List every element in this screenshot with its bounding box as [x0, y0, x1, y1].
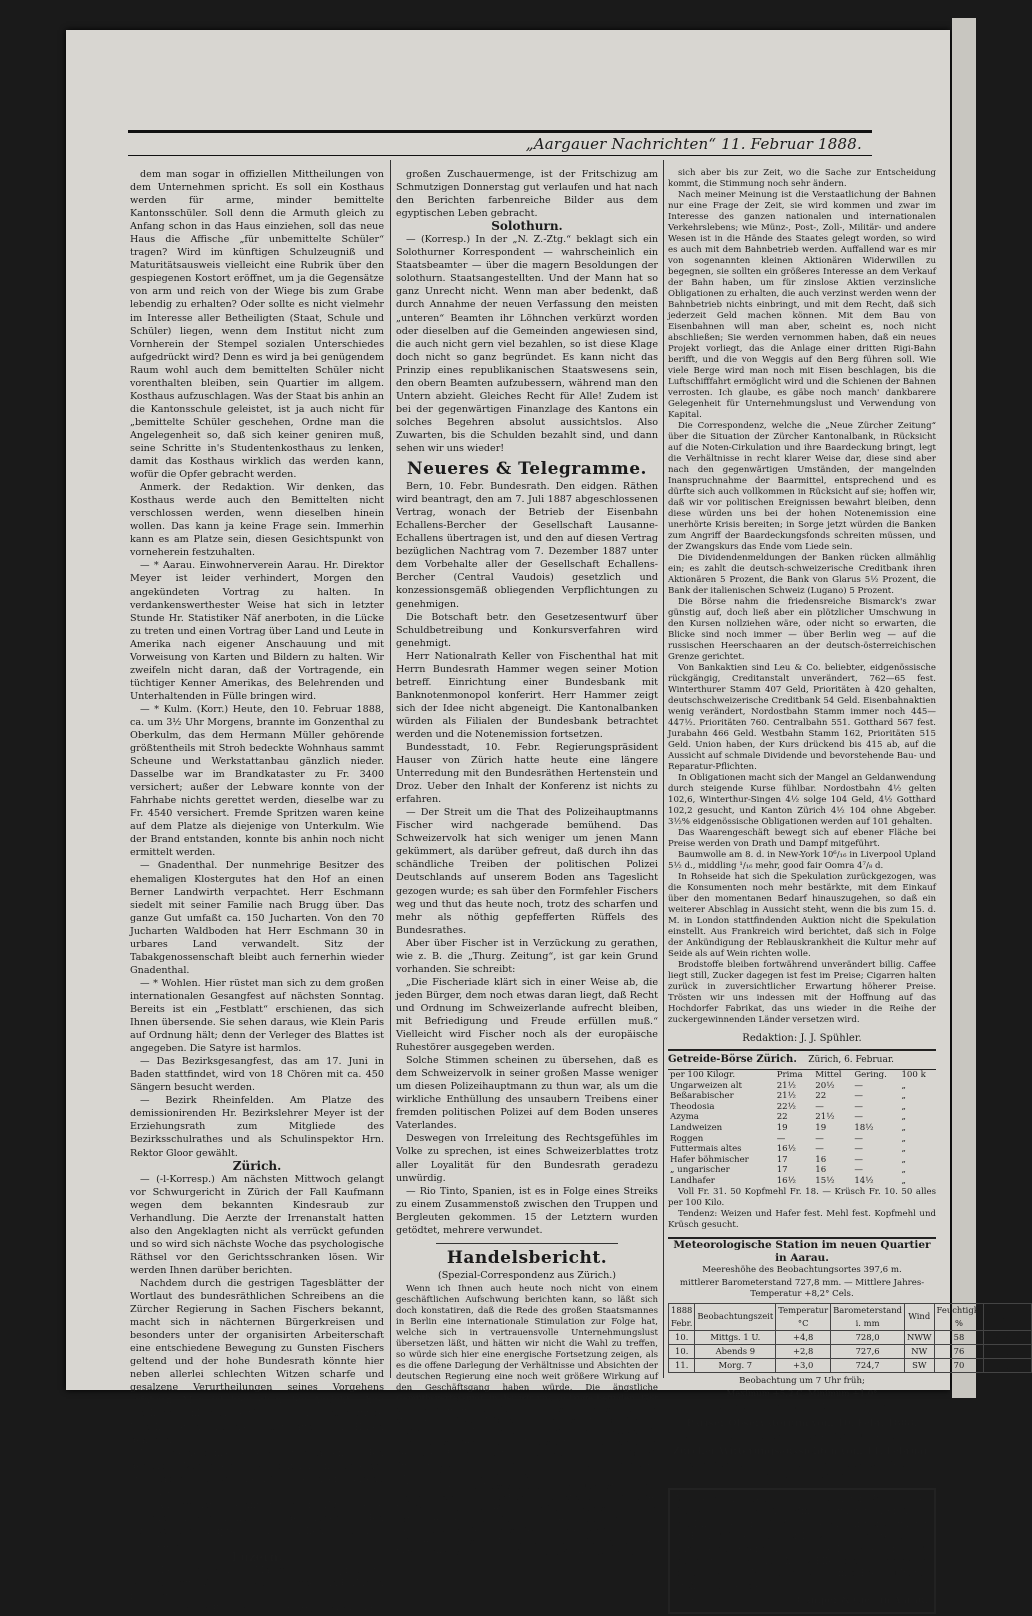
table-header-cell: Wind	[904, 1303, 934, 1330]
table-cell: 21½	[776, 1091, 796, 1102]
table-cell: 16	[815, 1165, 827, 1176]
table-cell: „	[901, 1091, 906, 1102]
table-cell: NW	[904, 1344, 934, 1358]
table-cell: 17	[776, 1165, 788, 1176]
section-heading: Luzern.	[231, 1549, 283, 1564]
paragraph: Die Botschaft betr. den Gesetzesentwurf über Schuldbetreibung und Konkursverfahren wird genehmigt.	[396, 611, 658, 649]
meteo-footnote: Beobachtung um 7 Uhr früh;	[739, 1375, 865, 1386]
paragraph: — Auf nächsten Sonntag wird in Zürich eine Bezirks-Volksversammlung gegenüber den Bundesrathsreskripten in Sachen Fischers abgehalten.	[130, 1499, 384, 1550]
paragraph: — (Korresp.) In der „N. Z.-Ztg.“ beklagt sich ein Solothurner Korrespondent — wahrscheinlich ein Staatsbeamter — über die magern Besoldungen der solothurn. Staatsangestellten. Und der Mann hat so ganz Unrecht nicht. Wenn man aber bedenkt, daß durch Annahme der neuen Verfassung den meisten „unteren“ Beamten ihr Löhnchen verkürzt worden oder dieselben auf die Gemeinden angewiesen sind, die auch nicht gern viel bezahlen, so ist diese Klage doch nicht so ganz begründet. Es kann nicht das Prinzip eines republikanischen Staatswesens sein, den obern Beamten aufzubessern, während man den Untern abzieht. Gleiches Recht für Alle! Zudem ist bei der gegenwärtigen Finanzlage des Kantons ein solches Begehren absolut aussichtslos. Also Zuwarten, bis die Schulden bezahlt sind, und dann sehen wir uns wieder!	[396, 234, 658, 454]
table-cell: „	[901, 1112, 906, 1123]
table-cell: 14½	[854, 1176, 874, 1187]
table-cell: Abends 9	[695, 1344, 776, 1358]
divider	[436, 1243, 618, 1244]
table-cell: 724,7	[831, 1358, 905, 1372]
page-edge	[952, 18, 976, 1398]
table-cell: —	[815, 1133, 824, 1144]
table-cell: „	[984, 1344, 1032, 1358]
paragraph: — Rio Tinto, Spanien, ist es in Folge eines Streiks zu einem Zusammenstoß zwischen den Truppen und Bergleuten gekommen. 15 der Letztern wurden getödtet, mehrere verwundet.	[396, 1185, 658, 1236]
paragraph: dem man sogar in offiziellen Mittheilungen von dem Unternehmen spricht. Es soll ein Kosthaus werden für arme, minder bemittelte Kantonsschüler. Soll denn die Armuth gleich zu Anfang schon in das Haus einziehen, soll das neue Haus die Affische „für unbemittelte Schüler“ tragen? Wird im künftigen Schulzeugniß und Maturitätsausweis vielleicht eine Rubrik über den gespiegenen Kostort eröffnet, um ja die Gegensätze von arm und reich von der Wiege bis zum Grabe lebendig zu erhalten? Oder sollte es nicht vielmehr im Interesse aller Betheiligten (Staat, Schule und Schüler) liegen, wenn dem Institut nicht zum Vornherein der Stempel sozialen Unterschiedes aufgedrückt wird? Denn es wird ja bei genügendem Raum wohl auch dem bemittelten Schüler nicht vorenthalten bleiben, sein Quartier im allgem. Kosthaus aufzuschlagen. Was der Staat bis anhin an die Kantonsschule geleistet, ist ja auch nicht für „bemittelte Schüler geschehen, Ordne man die Angelegenheit so, daß sich keiner geniren muß, seine Schritte in's Studentenkosthaus zu lenken, damit das Kosthaus wirklich das werden kann, wofür die Opfer gebracht werden.	[130, 169, 384, 481]
meteo-subtitle: mittlerer Barometerstand 727,8 mm. — Mittlere Jahres-Temperatur +8,2° Cels.	[679, 1277, 925, 1299]
table-header-row	[668, 1070, 936, 1081]
paragraph: — Der Streit um die That des Polizeihauptmanns Fischer wird nachgerade bemühend. Das Schweizervolk hat sich weniger um jenen Mann gekümmert, als darüber gefreut, daß durch ihn das schändliche Treiben der politischen Polizei Deutschlands auf unserem Boden ans Tageslicht gezogen wurde; es sah über den Formfehler Fischers weg und thut das heute noch, trotz des scharfen und mehr als nöthig gepfefferten Rüffels des Bundesrathes.	[396, 807, 658, 936]
paragraph: Die Börse nahm die friedensreiche Bismarck's zwar günstig auf, doch ließ aber ein plötzlicher Umschwung in den Kursen nollziehen wäre, oder nicht so erwarten, die Blicke sind noch immer — über Berlin weg — auf die russischen Heerschaaren an der deutsch-österreichischen Grenze gerichtet.	[668, 597, 936, 662]
section-subtitle: (Spezial-Correspondenz aus Zürich.)	[437, 1269, 617, 1281]
table-cell: —	[854, 1144, 863, 1155]
table-header-cell: Beobachtungszeit	[695, 1303, 776, 1330]
header-title: „Aargauer Nachrichten“ 11. Februar 1888.	[525, 135, 862, 153]
paragraph: — Das Bezirksgesangfest, das am 17. Juni in Baden stattfindet, wird von 18 Chören mit ca. 450 Sängern besucht werden.	[130, 1056, 384, 1094]
table-cell: 19	[776, 1123, 788, 1134]
table-cell: 17	[776, 1154, 788, 1165]
paragraph: „Die Fischeriade klärt sich in einer Weise ab, die jeden Bürger, dem noch etwas daran liegt, daß Recht und Ordnung im Schweizerlande aufrecht bleiben, mit Befriedigung und Freude erfüllen muß.“ Vielleicht wird Fischer noch als der europäische Ruhestörer ausgegeben werden.	[396, 976, 658, 1054]
grain-price-table	[668, 1070, 936, 1187]
table-cell: Landweizen	[670, 1123, 723, 1134]
ad-firm: Gamper & Cie., in Aarau.	[796, 1595, 928, 1607]
paris-observatory: Pariser Observatorium vom 10. Febr. 1888.	[686, 1417, 918, 1429]
table-cell: +2,8	[776, 1344, 831, 1358]
table-cell: 16½	[776, 1176, 796, 1187]
table-row	[668, 1165, 936, 1176]
paragraph: Deswegen von Irreleitung des Rechtsgefühles im Volke zu sprechen, ist eines Schweizerblattes trotz aller Loyalität für den Bundesrath geradezu unwürdig.	[396, 1133, 658, 1184]
table-cell: —	[815, 1101, 824, 1112]
paragraph: großen Zuschauermenge, ist der Fritschizug am Schmutzigen Donnerstag gut verlaufen und hat nach den Berichten farbenreiche Bilder aus dem egyptischen Leben gebracht.	[396, 169, 658, 220]
table-cell: Mittgs. 1 U.	[695, 1330, 776, 1344]
table-cell: 10.	[669, 1344, 695, 1358]
grain-note: Voll Fr. 31. 50 Kopfmehl Fr. 18. — Krüsch Fr. 10. 50 alles per 100 Kilo.	[668, 1186, 936, 1208]
paragraph: — Bei unfreundlichem Schneewetter, aber einer	[140, 1604, 375, 1616]
table-row	[668, 1091, 936, 1102]
paragraph: Nach meiner Meinung ist die Verstaatlichung der Bahnen nur eine Frage der Zeit, sie wird kommen und zwar im Interesse des ganzen nationalen und internationalen Verkehrslebens; wie Münz-, Post-, Zoll-, Militär- und andere Wesen ist in die Hände des Staates gelegt worden, so wird es auch mit dem Bahnbetrieb werden. Auffallend war es mir von sogenannten kleinen Aktionären Widerwillen zu begegnen, sie sollten ein größeres Interesse an dem Verkauf der Bahn haben, um für zinslose Aktien verzinsliche Obligationen zu erhalten, die auch verzinst werden wenn der Bahnbetrieb nichts einbringt, und mit dem Recht, daß sich jederzeit Geld machen können. Mit dem Bau von Eisenbahnen will man aber, scheint es, noch nicht abschließen; Sie werden vernommen haben, daß ein neues Projekt vorliegt, das die Anlage einer dritten Rigi-Bahn berifft, und die von Weggis auf den Berg führen soll. Wie viele Berge wird man noch mit Eisen beschlagen, bis die Luftschifffahrt ermöglicht wird und die Schienen der Bahnen verrosten. Ich glaube, es gäbe noch manch' dankbarere Gelegenheit für Unternehmungslust und Verwendung von Kapital.	[668, 190, 936, 420]
ad-text: Wir versenden gegen Baar, oder unter Nachnahme: Schwarze Merinos: 1. ordinäre Qualität zu Fr. 1. 16 die Elle, oder Fr. 165 der Meter; 2. mittlere Qualität zu Fr. 1. 50 die Elle, oder Fr. 2. 50 der Meter und 3. extra feine Qualität zu Fr. 2 die Elle oder Fr. 3. 35 der Meter, in vorzüglicher, 2 Ellen breiter und schön blauschwarzer Waare, portofrei in's Haus. Muster stehen zu Diensten:	[676, 1494, 928, 1592]
table-cell: „	[901, 1154, 906, 1165]
table-cell: —	[776, 1133, 786, 1144]
advertisement	[668, 1488, 936, 1614]
paragraph: — (-l-Korresp.) Am nächsten Mittwoch gelangt vor Schwurgericht in Zürich der Fall Kaufmann wegen dem bekannten Kindesraub zur Verhandlung. Die Aerzte der Irrenanstalt hatten also den Angeklagten nicht als verrückt gefunden und so wird sich nächste Woche das psychologische Räthsel vor den Gerichtsschranken lösen. Wir werden Ihnen darüber berichten.	[130, 1173, 384, 1276]
ad-number: 609]	[676, 1595, 698, 1607]
table-row	[669, 1344, 1032, 1358]
paragraph: — Hier wird vom 1. Mai an der Gaspreis für Motoren auf 20 Cts. wie in Basel und Zürich reduzirt.	[130, 1565, 384, 1603]
table-row	[669, 1358, 1032, 1372]
table-cell: 22	[776, 1112, 788, 1123]
table-cell: Morg. 7	[695, 1358, 776, 1372]
page-header	[128, 130, 872, 156]
paragraph: Gegenwärtig ist im Volke noch wenig Geneigtheit, den Betrieb der Bahnen an den Staat zu bringen, es dürfte	[396, 1536, 658, 1558]
table-header-cell: Gering.	[854, 1070, 887, 1081]
table-cell: 10.	[669, 1330, 695, 1344]
table-header-cell: 1888 Febr.	[669, 1303, 695, 1330]
paragraph: In Obligationen macht sich der Mangel an Geldanwendung durch steigende Kurse fühlbar. Nordostbahn 4½ gelten 102,6, Winterthur-Singen 4½ solge 104 Geld, 4½ Gotthard 102,2 gesucht, und Kanton Zürich 4½ 104 ohne Abgeber. 3½% eidgenössische Obligationen werden auf 101 gehalten.	[668, 773, 936, 827]
table-cell: Roggen	[670, 1133, 704, 1144]
table-cell: NWW	[904, 1330, 934, 1344]
table-cell: 15½	[815, 1176, 835, 1187]
paragraph: Herr Nationalrath Keller von Fischenthal hat mit Herrn Bundesrath Hammer wegen seiner Motion betreff. Einrichtung einer Bundesbank mit Banknotenmonopol konferirt. Herr Hammer zeigt sich der Idee nicht abgeneigt. Die Kantonalbanken würden als Filialen der Bundesbank betrachtet werden und die Notenemission fortsetzen.	[396, 650, 658, 740]
paragraph: Von Bankaktien sind Leu & Co. beliebter, eidgenössische rückgängig, Creditanstalt unverändert, 762—65 fest. Winterthurer Stamm 407 Geld, Prioritäten à 420 gehalten, deutschschweizerische Creditbank 54 Geld. Eisenbahnaktien wenig verändert, Nordostbahn Stamm immer noch 445—447½. Prioritäten 760. Centralbahn 551. Gotthard 567 fest. Jurabahn 466 Geld. Westbahn Stamm 162, Prioritäten 515 Geld. Union haben, der Kurs drückend bis 415 ab, auf die Aussicht auf schmale Dividende und bevorstehende Bau- und Reparatur-Pflichten.	[668, 663, 936, 772]
meteo-title: Meteorologische Station im neuen Quartier in Aarau.	[673, 1238, 931, 1264]
table-cell: Theodosia	[670, 1101, 715, 1112]
table-cell: „ ungarischer	[670, 1165, 730, 1176]
table-row	[668, 1102, 936, 1113]
paragraph: Wieder eine ganze Reihe von Diebstählen werden gemeldet. Neben armen Mägdezimmern wurde am Dienstag bei heiter hellem Tage auch ein Büreau ausgeleert.	[130, 1447, 384, 1498]
table-cell: 16½	[776, 1144, 796, 1155]
paragraph: Die Correspondenz, welche die „Neue Zürcher Zeitung“ über die Situation der Zürcher Kantonalbank, in Rücksicht auf die Noten-Cirkulation und ihre Baardeckung bringt, legt die Verhältnisse in recht klarer Weise dar, diese sind aber nach den gegenwärtigen Umständen, der mangelnden Inanspruchnahme der Baarmittel, entsprechend und es dürfte sich auch vollkommen in Rücksicht auf sie; hoffen wir, daß wir vor politischen Ereignissen bewahrt bleiben, denn diese würden uns bei der hohen Notenemission eine unerhörte Krisis bereiten; in Sorge jetzt würden die Banken zum Angriff der Baardeckungsfonds schreiten müssen, und der Zwangskurs das Ende vom Liede sein.	[668, 421, 936, 552]
table-cell: bewölkt	[984, 1330, 1032, 1344]
table-header-cell: per 100 Kilogr.	[670, 1070, 736, 1081]
paragraph: Die Dividendenmeldungen der Banken rücken allmählig ein; es zahlt die deutsch-schweizerische Creditbank ihren Aktionären 5 Prozent, die Bank von Glarus 5½ Prozent, die Bank der italienischen Schweiz (Lugano) 5 Prozent.	[668, 553, 936, 596]
table-cell: 58	[934, 1330, 984, 1344]
table-cell: Ungarweizen alt	[670, 1080, 742, 1091]
paragraph: — Gnadenthal. Der nunmehrige Besitzer des ehemaligen Klostergutes hat den Hof an einen Berner Landwirth verpachtet. Herr Eschmann siedelt mit seiner Familie nach Brugg über. Das ganze Gut umfaßt ca. 150 Jucharten. Von den 70 Jucharten Waldboden hat Herr Eschmann 30 in urbares Land verwandelt. Sitz der Tabakgenossenschaft bleibt auch fernerhin wieder Gnadenthal.	[130, 860, 384, 976]
table-header-cell: Witterung	[984, 1303, 1032, 1330]
table-cell: —	[854, 1101, 863, 1112]
section-heading: Solothurn.	[491, 219, 563, 234]
table-cell: Beßarabischer	[670, 1091, 734, 1102]
table-cell: 20½	[815, 1080, 835, 1091]
paris-forecast: Veränderliches Wetter ohne erhebliche Niederschläge.	[682, 1432, 922, 1442]
grain-tendency: Tendenz: Weizen und Hafer fest. Mehl fest. Kopfmehl und Krüsch gesucht.	[668, 1208, 936, 1230]
table-cell: 16	[815, 1154, 827, 1165]
paragraph: In Rohseide hat sich die Spekulation zurückgezogen, was die Konsumenten noch mehr bestärkte, mit dem Einkauf über den momentanen Bedarf hinauszugehen, so daß ein weiterer Abschlag in Aussicht steht, wenn die bis zum 15. d. M. in London stattfindenden Auktion nicht die Spekulation einstellt. Aus Frankreich wird berichtet, daß sich in Folge der Ankündigung der Reblauskrankheit die Kultur mehr auf Seide als auf Wein richten wolle.	[668, 872, 936, 959]
zurich-forecast: Wahrscheinlich veränderlicher Wind, bewölkt, ziemlich normale Temperatur.	[681, 1460, 923, 1482]
section-title-telegrams: Neueres & Telegramme.	[407, 459, 647, 480]
table-cell: —	[854, 1091, 863, 1102]
paragraph: Baumwolle am 8. d. in New-York 10⁶/₁₆ in Liverpool Upland 5½ d., middling ¹/₁₆ mehr, good fair Oomra 4⁷/₈ d.	[668, 850, 936, 871]
table-cell: 22½	[776, 1101, 796, 1112]
table-cell: 19	[815, 1123, 827, 1134]
paragraph: — Bezirk Rheinfelden. Am Platze des demissionirenden Hr. Bezirkslehrer Meyer ist der Erziehungsrath zum Mitgliede des Bezirksschulrathes und als Schulinspektor Hrn. Rektor Gloor gewählt.	[130, 1095, 384, 1159]
table-cell: 21½	[776, 1080, 796, 1091]
table-row	[668, 1134, 936, 1145]
meteo-footnote: Maximum +5,2 C. Minimum +1,0°	[726, 1388, 878, 1399]
table-row	[669, 1330, 1032, 1344]
paragraph: sich aber bis zur Zeit, wo die Sache zur Entscheidung kommt, die Stimmung noch sehr ändern.	[668, 168, 936, 189]
table-cell: +4,8	[776, 1330, 831, 1344]
paragraph: Das Waarengeschäft bewegt sich auf ebener Fläche bei Preise werden von Drath und Dampf mitgeführt.	[668, 828, 936, 849]
paragraph: Nachdem durch die gestrigen Tagesblätter der Wortlaut des bundesräthlichen Schreibens an die Zürcher Regierung in Sachen Fischers bekannt, macht sich in nächternen Bürgerkreisen und besonders unter der organisirten Arbeiterschaft eine entschiedene Bewegung zu Gunsten Fischers geltend und der hohe Bundesrath könnte hier neben allerlei schlechten Witzen scharfe und gesalzene Verurtheilungen seines Vorgehens erfahren. Man ist hier eben der Ansicht, ohne Fischers „Inkorrektheit“ wäre die schmutzige Wäsche auch diesmal nicht aus dem Hafen gekommen.	[130, 1277, 384, 1446]
section-title-trade-report: Handelsbericht.	[446, 1247, 608, 1268]
meteo-footnote: Niederschlag gemessen 7 Uhr früh 0,2 mm.	[706, 1401, 898, 1412]
table-cell: Landhafer	[670, 1176, 715, 1187]
table-cell: SW	[904, 1358, 934, 1372]
table-cell: Hafer böhmischer	[670, 1154, 749, 1165]
table-row	[668, 1112, 936, 1123]
table-cell: „	[901, 1144, 906, 1155]
editor-line: Redaktion: J. J. Spühler.	[742, 1033, 862, 1044]
table-header-cell: Prima	[776, 1070, 803, 1081]
grain-exchange-date: Zürich, 6. Februar.	[808, 1055, 895, 1066]
table-cell: „	[901, 1165, 906, 1176]
table-cell: Azyma	[670, 1112, 699, 1123]
paragraph: Solche Stimmen scheinen zu übersehen, daß es dem Schweizervolk in seiner großen Masse weniger um diesen Polizeihauptmann zu thun war, als um die wirkliche Enthüllung des unsaubern Treibens einer fremden politischen Polizei auf dem Boden unseres Vaterlandes.	[396, 1055, 658, 1132]
paragraph: — * Kulm. (Korr.) Heute, den 10. Februar 1888, ca. um 3½ Uhr Morgens, brannte im Gonzenthal zu Oberkulm, das dem Hermann Müller gehörende größtentheils mit Stroh bedeckte Wohnhaus sammt Scheune und Werkstattanbau gänzlich nieder. Dasselbe war im Brandkataster zu Fr. 3400 versichert; außer der Lebware konnte von der Fahrhabe nichts gerettet werden, dieselbe war zu Fr. 4540 versichert. Fremde Spritzen waren keine auf dem Platze als diejenige von Unterkulm. Wie der Brand entstanden, konnte bis anhin noch nicht ermittelt werden.	[130, 703, 384, 859]
table-row	[668, 1176, 936, 1187]
table-cell: „	[901, 1133, 906, 1144]
column-1	[130, 168, 384, 1616]
table-cell: „	[901, 1123, 906, 1134]
paragraph: Brodstoffe bleiben fortwährend unverändert billig. Caffee liegt still, Zucker dagegen ist fest im Preise; Cigarren halten zurück in zuversichtlicher Erwartung höherer Preise. Trösten wir uns indessen mit der Hoffnung auf das Hochdorfer Fabrikat, das uns wieder in die Reihe der zuckergewinnenden Länder versetzen wird.	[668, 960, 936, 1025]
table-cell: —	[854, 1112, 863, 1123]
table-row	[668, 1123, 936, 1134]
table-header-row	[669, 1303, 1032, 1330]
column-rule	[663, 160, 664, 1378]
table-header-cell: Temperatur °C	[776, 1303, 831, 1330]
table-cell: 21½	[815, 1112, 835, 1123]
zurich-weather-outlook: Zürcher Witterungsaussichten vom 11. Februar.	[672, 1446, 932, 1457]
table-cell: —	[854, 1165, 863, 1176]
table-cell: 70	[934, 1358, 984, 1372]
table-cell: „	[901, 1080, 906, 1091]
paragraph: Aber über Fischer ist in Verzückung zu gerathen, wie z. B. die „Thurg. Zeitung“, ist gar kein Grund vorhanden. Sie schreibt:	[396, 937, 658, 975]
table-row	[668, 1081, 936, 1092]
ad-footer	[676, 1595, 928, 1607]
grain-exchange-title: Getreide-Börse Zürich.	[668, 1054, 797, 1066]
table-cell: „	[984, 1358, 1032, 1372]
table-cell: —	[854, 1080, 863, 1091]
table-cell: 728,0	[831, 1330, 905, 1344]
table-cell: —	[854, 1133, 863, 1144]
table-header-cell: Mittel	[815, 1070, 842, 1081]
paragraph: Anmerk. der Redaktion. Wir denken, das Kosthaus werde auch den Bemittelten nicht verschlossen werden, wenn dieselben hinein wollen. Das kann ja keine Frage sein. Immerhin kann es am Platze sein, diesen Gesichtspunkt von vorneherein festzuhalten.	[130, 482, 384, 559]
meteo-table	[668, 1303, 1032, 1373]
column-2	[396, 168, 658, 1558]
table-cell: 11.	[669, 1358, 695, 1372]
table-row	[668, 1155, 936, 1166]
table-cell: Futtermais altes	[670, 1144, 742, 1155]
table-cell: +3,0	[776, 1358, 831, 1372]
table-cell: „	[901, 1176, 906, 1187]
column-rule	[390, 160, 391, 1378]
table-cell: —	[854, 1154, 863, 1165]
paragraph: — * Aarau. Einwohnerverein Aarau. Hr. Direktor Meyer ist leider verhindert, Morgen den angekündeten Vortrag zu halten. In verdankenswerthester Weise hat sich in letzter Stunde Hr. Statistiker Näf anerboten, in die Lücke zu treten und einen Vortrag über Land und Leute in Amerika nach eigener Anschauung und mit Vorweisung von Karten und Bildern zu halten. Wir zweifeln nicht daran, daß der Vortragende, ein tüchtiger Kenner Amerikas, des Belehrenden und Unterhaltenden in Fülle bringen wird.	[130, 560, 384, 702]
table-cell: 76	[934, 1344, 984, 1358]
meteo-station	[668, 1237, 1030, 1413]
table-cell: 727,6	[831, 1344, 905, 1358]
paragraph: Hier bildet die Verstaatlichung der Nordostbahn das tägliche Traktandum der Börse, doch ist auch von Seite des Publikums die Ausscheidung der Generalversammlung der Aktionäre letztere Gestalt angenommen hat und wenigstens von dieser entschieden werden wird.	[396, 1481, 658, 1536]
section-heading: Zürich.	[232, 1158, 282, 1173]
table-header-cell: Feuchtigk. %	[934, 1303, 984, 1330]
meteo-subtitle: Meereshöhe des Beobachtungsortes 397,6 m.	[702, 1264, 902, 1275]
table-cell: 22	[815, 1091, 827, 1102]
paragraph: — * Wohlen. Hier rüstet man sich zu dem großen internationalen Gesangfest auf nächsten Sonntag. Bereits ist ein „Festblatt“ erschienen, das sich Ihnen übersende. Sie sehen daraus, wie Klein Paris auf Ordnung hält; denn der Verleger des Blattes ist angegeben. Die Satyre ist harmlos.	[130, 977, 384, 1055]
paragraph: Bundesstadt, 10. Febr. Regierungspräsident Hauser von Zürich hatte heute eine längere Unterredung mit den Bundesräthen Hertenstein und Droz. Ueber den Inhalt der Konferenz ist nichts zu erfahren.	[396, 742, 658, 806]
paragraph: Bern, 10. Febr. Bundesrath. Den eidgen. Räthen wird beantragt, den am 7. Juli 1887 abgeschlossenen Vertrag, wonach der Betrieb der Eisenbahn Echallens-Bercher der Gesellschaft Lausanne-Echallens übertragen ist, und den auf diesen Vertrag bezüglichen Nachtrag vom 7. Dezember 1887 unter dem Vorbehalte aller der Gesellschaft Echallens-Bercher (Central Vaudois) gesetzlich und konzessionsgemäß obliegenden Verpflichtungen zu genehmigen.	[396, 481, 658, 610]
table-cell: —	[815, 1144, 824, 1155]
table-header-cell: Barometerstand i. mm	[831, 1303, 905, 1330]
table-row	[668, 1144, 936, 1155]
column-3	[668, 168, 1030, 1607]
table-cell: 18½	[854, 1123, 874, 1134]
table-header-cell: 100 k	[901, 1070, 926, 1081]
table-cell: „	[901, 1101, 906, 1112]
grain-exchange-header	[668, 1049, 936, 1070]
paragraph: Wenn ich Ihnen auch heute noch nicht von einem geschäftlichen Aufschwung berichten kann, so läßt sich doch konstatiren, daß die Rede des großen Staatsmannes in Berlin eine internationale Stimulation zur Folge hat, welche sich in vertrauensvolle Unternehmungslust übersetzen läßt, und hätten wir nicht die Wahl zu treffen, so würde sich hier eine energische Fortsetzung zeigen, als es die offene Darlegung der Verhältnisse und Absichten der deutschen Regierung eine noch weit größere Wirkung auf den Geschäftsgang haben würde. Die ängstliche Gemüthsverfassung, in der wir uns so lange befinden, läßt sich zwar heute noch nicht völlig abschütteln, so viel aber steht fest, daß kein Mißtrauen mehr besteht, daß wir nicht mehr auf einen Krieg rechnen, nicht nur ein vollständig ehrliches, sondern auch in Rücksicht auf die Stärke der deutschen Heeresmacht ein fast wertvolles Bündniß mit den Deutschen uns ehrlich eine Weise unterbrochen werden wird und auch nicht kann.	[396, 1283, 658, 1481]
